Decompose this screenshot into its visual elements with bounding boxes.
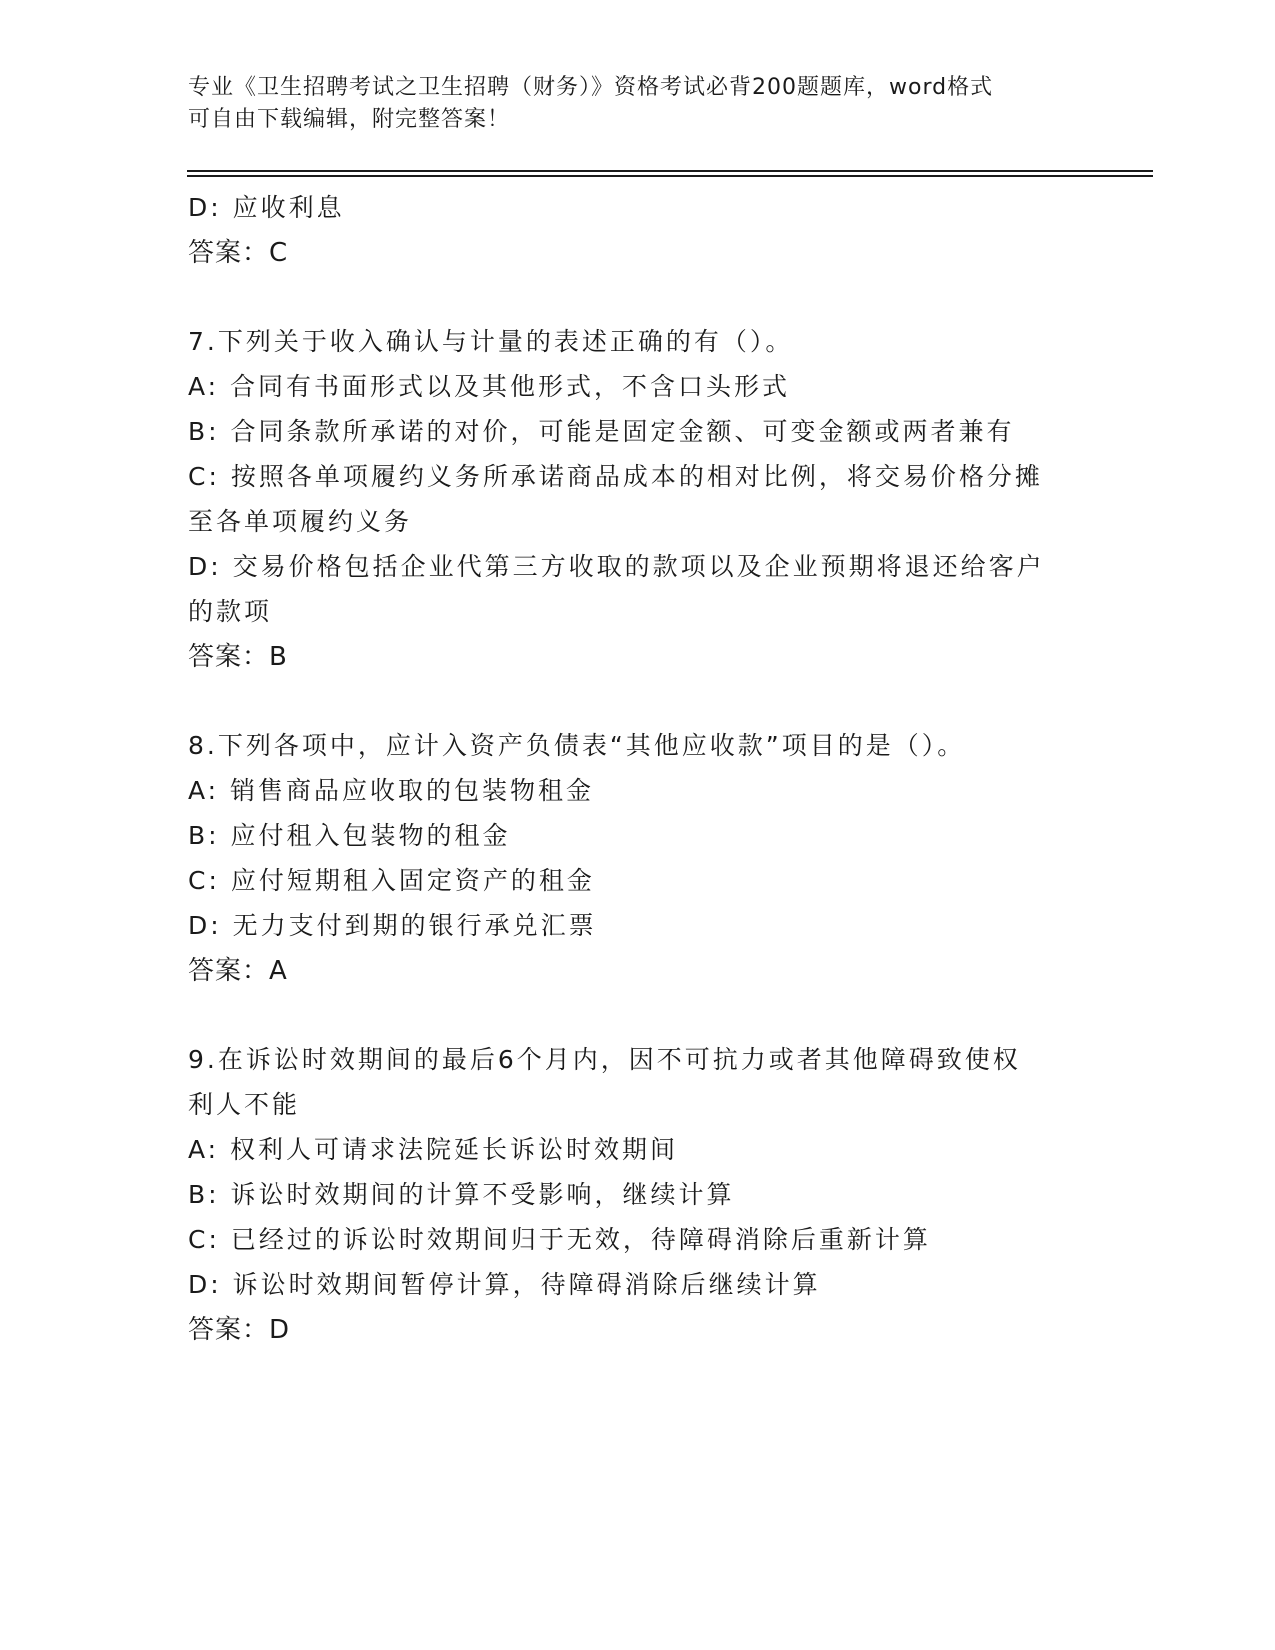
- question-8: [188, 723, 1088, 994]
- option-d: D: 诉讼时效期间暂停计算，待障碍消除后继续计算: [188, 1270, 821, 1299]
- question-answer: 答案：B: [188, 642, 288, 672]
- option-c-continued: 至各单项履约义务: [188, 507, 413, 536]
- option-b: B: 合同条款所承诺的对价，可能是固定金额、可变金额或两者兼有: [188, 417, 1015, 446]
- question-stem: 9.在诉讼时效期间的最后6个月内，因不可抗力或者其他障碍致使权: [188, 1045, 1021, 1074]
- spacer: [188, 276, 1088, 319]
- question-stem: 8.下列各项中，应计入资产负债表“其他应收款”项目的是（）。: [188, 731, 966, 760]
- option-d: D: 交易价格包括企业代第三方收取的款项以及企业预期将退还给客户: [188, 552, 1045, 581]
- question-answer: 答案：A: [188, 956, 288, 986]
- option-a: A: 销售商品应收取的包装物租金: [188, 776, 595, 805]
- spacer: [188, 994, 1088, 1037]
- header-rule-bottom: [187, 175, 1153, 177]
- header-rule-top: [187, 170, 1153, 172]
- option-c: C: 已经过的诉讼时效期间归于无效，待障碍消除后重新计算: [188, 1225, 931, 1254]
- page-header: [188, 72, 1068, 136]
- question-9: [188, 1037, 1088, 1353]
- previous-question-option-d: D: 应收利息: [188, 193, 345, 222]
- option-a: A: 合同有书面形式以及其他形式，不含口头形式: [188, 372, 791, 401]
- header-title-line-1: 专业《卫生招聘考试之卫生招聘（财务）》资格考试必背200题题库，word格式: [188, 75, 994, 100]
- question-stem-continued: 利人不能: [188, 1090, 301, 1119]
- option-b: B: 诉讼时效期间的计算不受影响，继续计算: [188, 1180, 735, 1209]
- question-answer: 答案：D: [188, 1315, 291, 1345]
- option-b: B: 应付租入包装物的租金: [188, 821, 511, 850]
- question-list: [188, 185, 1088, 1353]
- spacer: [188, 680, 1088, 723]
- question-7: [188, 319, 1088, 680]
- option-c: C: 按照各单项履约义务所承诺商品成本的相对比例，将交易价格分摊: [188, 462, 1043, 491]
- option-d: D: 无力支付到期的银行承兑汇票: [188, 911, 597, 940]
- header-title-line-2: 可自由下载编辑，附完整答案！: [188, 107, 511, 132]
- previous-question-answer: 答案：C: [188, 238, 289, 268]
- option-c: C: 应付短期租入固定资产的租金: [188, 866, 595, 895]
- option-a: A: 权利人可请求法院延长诉讼时效期间: [188, 1135, 679, 1164]
- option-d-continued: 的款项: [188, 597, 273, 626]
- question-stem: 7.下列关于收入确认与计量的表述正确的有（）。: [188, 327, 794, 356]
